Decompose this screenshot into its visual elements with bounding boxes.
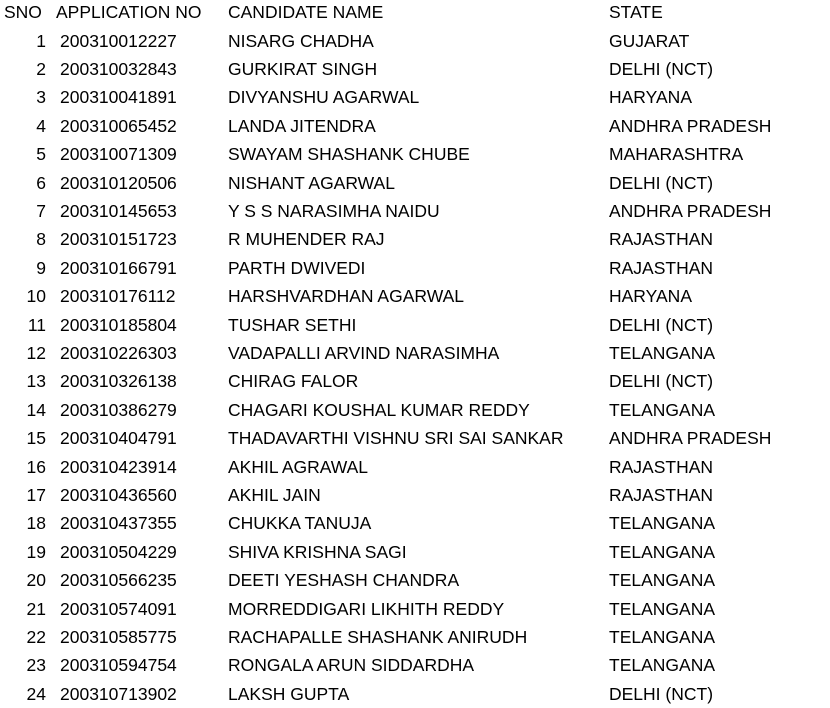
cell-state: RAJASTHAN bbox=[609, 229, 714, 250]
cell-sno: 8 bbox=[36, 229, 46, 250]
cell-sno: 20 bbox=[26, 570, 46, 591]
cell-sno: 18 bbox=[26, 513, 46, 534]
table-row bbox=[0, 169, 830, 197]
cell-application-no: 200310120506 bbox=[60, 172, 177, 193]
cell-sno: 21 bbox=[26, 598, 46, 619]
table-row bbox=[0, 225, 830, 253]
cell-candidate-name: RACHAPALLE SHASHANK ANIRUDH bbox=[228, 626, 528, 647]
cell-application-no: 200310594754 bbox=[60, 655, 177, 676]
cell-application-no: 200310386279 bbox=[60, 399, 177, 420]
cell-candidate-name: HARSHVARDHAN AGARWAL bbox=[228, 286, 464, 307]
table-row bbox=[0, 197, 830, 225]
table-row bbox=[0, 453, 830, 481]
cell-state: TELANGANA bbox=[609, 342, 715, 363]
cell-sno: 12 bbox=[26, 342, 46, 363]
cell-application-no: 200310032843 bbox=[60, 58, 177, 79]
cell-state: RAJASTHAN bbox=[609, 456, 714, 477]
cell-application-no: 200310574091 bbox=[60, 598, 177, 619]
cell-candidate-name: MORREDDIGARI LIKHITH REDDY bbox=[228, 598, 505, 619]
cell-state: DELHI (NCT) bbox=[609, 683, 714, 704]
table-row bbox=[0, 55, 830, 83]
cell-sno: 15 bbox=[26, 428, 46, 449]
cell-state: DELHI (NCT) bbox=[609, 58, 714, 79]
cell-candidate-name: CHAGARI KOUSHAL KUMAR REDDY bbox=[228, 399, 530, 420]
cell-application-no: 200310071309 bbox=[60, 144, 177, 165]
cell-sno: 3 bbox=[36, 87, 46, 108]
cell-candidate-name: VADAPALLI ARVIND NARASIMHA bbox=[228, 342, 500, 363]
cell-sno: 1 bbox=[36, 30, 46, 51]
cell-application-no: 200310226303 bbox=[60, 342, 177, 363]
cell-state: DELHI (NCT) bbox=[609, 172, 714, 193]
cell-application-no: 200310185804 bbox=[60, 314, 177, 335]
cell-state: DELHI (NCT) bbox=[609, 314, 714, 335]
cell-application-no: 200310713902 bbox=[60, 683, 177, 704]
cell-sno: 22 bbox=[26, 626, 46, 647]
cell-application-no: 200310166791 bbox=[60, 257, 177, 278]
cell-candidate-name: NISHANT AGARWAL bbox=[228, 172, 395, 193]
table-row bbox=[0, 651, 830, 679]
cell-application-no: 200310566235 bbox=[60, 570, 177, 591]
cell-candidate-name: DEETI YESHASH CHANDRA bbox=[228, 570, 460, 591]
cell-state: ANDHRA PRADESH bbox=[609, 428, 772, 449]
header-sno: SNO bbox=[4, 2, 42, 22]
cell-application-no: 200310326138 bbox=[60, 371, 177, 392]
cell-sno: 19 bbox=[26, 541, 46, 562]
cell-sno: 17 bbox=[26, 484, 46, 505]
table-row bbox=[0, 282, 830, 310]
table-row bbox=[0, 509, 830, 537]
cell-candidate-name: LANDA JITENDRA bbox=[228, 115, 376, 136]
table-header-row bbox=[0, 0, 830, 26]
table-row bbox=[0, 83, 830, 111]
cell-candidate-name: RONGALA ARUN SIDDARDHA bbox=[228, 655, 475, 676]
cell-state: RAJASTHAN bbox=[609, 257, 714, 278]
cell-application-no: 200310504229 bbox=[60, 541, 177, 562]
cell-state: TELANGANA bbox=[609, 655, 715, 676]
cell-state: RAJASTHAN bbox=[609, 484, 714, 505]
cell-state: TELANGANA bbox=[609, 598, 715, 619]
table-row bbox=[0, 339, 830, 367]
cell-application-no: 200310145653 bbox=[60, 200, 177, 221]
header-candidate-name: CANDIDATE NAME bbox=[228, 2, 384, 22]
cell-application-no: 200310437355 bbox=[60, 513, 177, 534]
cell-state: DELHI (NCT) bbox=[609, 371, 714, 392]
cell-application-no: 200310151723 bbox=[60, 229, 177, 250]
cell-candidate-name: THADAVARTHI VISHNU SRI SAI SANKAR bbox=[228, 428, 564, 449]
table-row bbox=[0, 623, 830, 651]
cell-application-no: 200310065452 bbox=[60, 115, 177, 136]
cell-application-no: 200310404791 bbox=[60, 428, 177, 449]
cell-state: GUJARAT bbox=[609, 30, 690, 51]
cell-application-no: 200310012227 bbox=[60, 30, 177, 51]
cell-candidate-name: Y S S NARASIMHA NAIDU bbox=[228, 200, 440, 221]
cell-sno: 2 bbox=[36, 58, 46, 79]
cell-candidate-name: SWAYAM SHASHANK CHUBE bbox=[228, 144, 470, 165]
cell-candidate-name: CHUKKA TANUJA bbox=[228, 513, 372, 534]
cell-candidate-name: AKHIL AGRAWAL bbox=[228, 456, 369, 477]
cell-state: MAHARASHTRA bbox=[609, 144, 744, 165]
table-row bbox=[0, 396, 830, 424]
cell-sno: 11 bbox=[27, 314, 46, 335]
table-row bbox=[0, 112, 830, 140]
cell-sno: 10 bbox=[26, 286, 46, 307]
cell-sno: 16 bbox=[26, 456, 46, 477]
cell-state: TELANGANA bbox=[609, 513, 715, 534]
cell-candidate-name: TUSHAR SETHI bbox=[228, 314, 357, 335]
cell-sno: 9 bbox=[36, 257, 46, 278]
cell-candidate-name: NISARG CHADHA bbox=[228, 30, 374, 51]
cell-sno: 23 bbox=[26, 655, 46, 676]
cell-state: HARYANA bbox=[609, 87, 692, 108]
cell-candidate-name: GURKIRAT SINGH bbox=[228, 58, 378, 79]
cell-sno: 24 bbox=[26, 683, 46, 704]
cell-candidate-name: CHIRAG FALOR bbox=[228, 371, 359, 392]
cell-application-no: 200310176112 bbox=[60, 286, 176, 307]
cell-sno: 4 bbox=[36, 115, 46, 136]
cell-state: TELANGANA bbox=[609, 570, 715, 591]
cell-application-no: 200310041891 bbox=[60, 87, 177, 108]
cell-application-no: 200310423914 bbox=[60, 456, 177, 477]
table-row bbox=[0, 367, 830, 395]
table-row bbox=[0, 424, 830, 452]
cell-sno: 6 bbox=[36, 172, 46, 193]
cell-sno: 13 bbox=[26, 371, 46, 392]
table-row bbox=[0, 481, 830, 509]
cell-candidate-name: R MUHENDER RAJ bbox=[228, 229, 385, 250]
cell-sno: 7 bbox=[36, 200, 46, 221]
table-row bbox=[0, 254, 830, 282]
cell-state: TELANGANA bbox=[609, 626, 715, 647]
cell-state: TELANGANA bbox=[609, 399, 715, 420]
header-state: STATE bbox=[609, 2, 663, 22]
cell-sno: 5 bbox=[36, 144, 46, 165]
cell-state: ANDHRA PRADESH bbox=[609, 115, 772, 136]
cell-candidate-name: PARTH DWIVEDI bbox=[228, 257, 366, 278]
cell-sno: 14 bbox=[26, 399, 46, 420]
cell-candidate-name: AKHIL JAIN bbox=[228, 484, 321, 505]
cell-candidate-name: SHIVA KRISHNA SAGI bbox=[228, 541, 407, 562]
table-row bbox=[0, 140, 830, 168]
table-row bbox=[0, 311, 830, 339]
cell-state: ANDHRA PRADESH bbox=[609, 200, 772, 221]
table-row bbox=[0, 566, 830, 594]
cell-candidate-name: DIVYANSHU AGARWAL bbox=[228, 87, 420, 108]
cell-application-no: 200310436560 bbox=[60, 484, 177, 505]
table-row bbox=[0, 538, 830, 566]
cell-state: HARYANA bbox=[609, 286, 692, 307]
cell-candidate-name: LAKSH GUPTA bbox=[228, 683, 350, 704]
cell-state: TELANGANA bbox=[609, 541, 715, 562]
table-row bbox=[0, 27, 830, 55]
table-row bbox=[0, 680, 830, 708]
table-row bbox=[0, 595, 830, 623]
header-application-no: APPLICATION NO bbox=[56, 2, 202, 22]
cell-application-no: 200310585775 bbox=[60, 626, 177, 647]
